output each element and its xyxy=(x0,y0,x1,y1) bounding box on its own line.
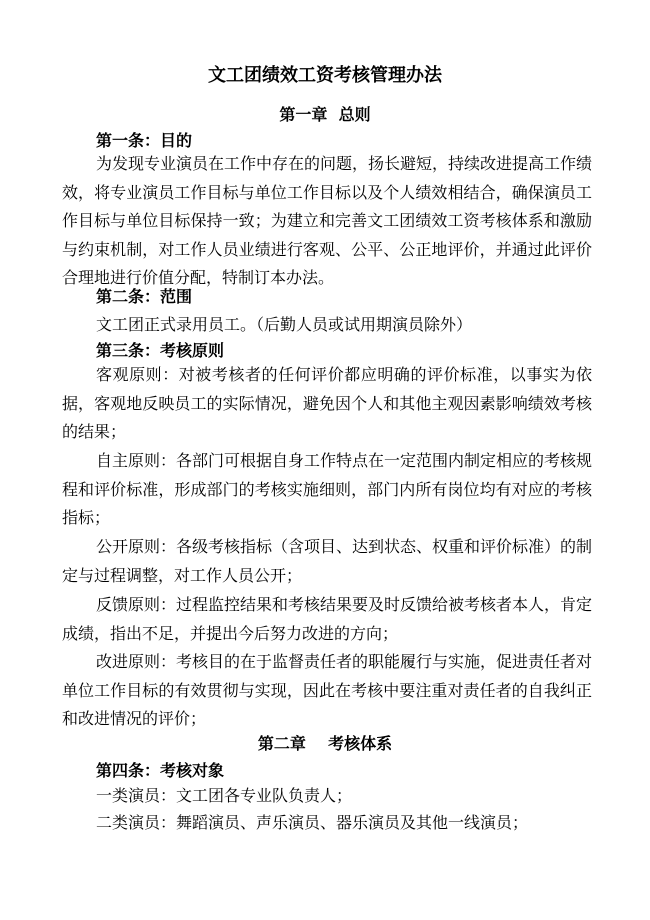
principle-objective: 客观原则：对被考核者的任何评价都应明确的评价标准，以事实为依据，客观地反映员工的实际情况，避免因个人和其他主观因素影响绩效考核的结果； xyxy=(62,365,592,441)
article-2-text: 文工团正式录用员工。（后勤人员或试用期演员除外） xyxy=(96,315,473,334)
article-2-heading: 第二条：范围 xyxy=(96,287,193,306)
chapter-2-heading: 第二章 考核体系 xyxy=(257,734,393,753)
article-4-heading: 第四条：考核对象 xyxy=(96,761,225,780)
document-title: 文工团绩效工资考核管理办法 xyxy=(208,65,442,86)
chapter-1-heading: 第一章 总则 xyxy=(279,105,371,124)
principle-feedback: 反馈原则：过程监控结果和考核结果要及时反馈给被考核者本人，肯定成绩，指出不足，并提出今后努力改进的方向； xyxy=(62,595,593,643)
target-category-1: 一类演员：文工团各专业队负责人； xyxy=(96,786,353,805)
target-category-2: 二类演员：舞蹈演员、声乐演员、器乐演员及其他一线演员； xyxy=(96,813,529,832)
article-3-heading: 第三条：考核原则 xyxy=(96,341,225,360)
principle-improvement: 改进原则：考核目的在于监督责任者的职能履行与实施，促进责任者对单位工作目标的有效贯彻与实现，因此在考核中要注重对责任者的自我纠正和改进情况的评价； xyxy=(62,652,593,728)
article-1-heading: 第一条：目的 xyxy=(96,131,193,150)
article-1-text: 为发现专业演员在工作中存在的问题，扬长避短，持续改进提高工作绩效，将专业演员工作目标与单位工作目标以及个人绩效相结合，确保演员工作目标与单位目标保持一致；为建立和完善文工团绩效工资考核体系和激励与约束机制，对工作人员业绩进行客观、公平、公正地评价，并通过此评价合理地进行价值分配，特制订本办法。 xyxy=(62,154,593,287)
principle-autonomy: 自主原则：各部门可根据自身工作特点在一定范围内制定相应的考核规程和评价标准，形成部门的考核实施细则，部门内所有岗位均有对应的考核指标； xyxy=(62,451,593,527)
principle-openness: 公开原则：各级考核指标（含项目、达到状态、权重和评价标准）的制定与过程调整，对工作人员公开； xyxy=(62,537,593,585)
